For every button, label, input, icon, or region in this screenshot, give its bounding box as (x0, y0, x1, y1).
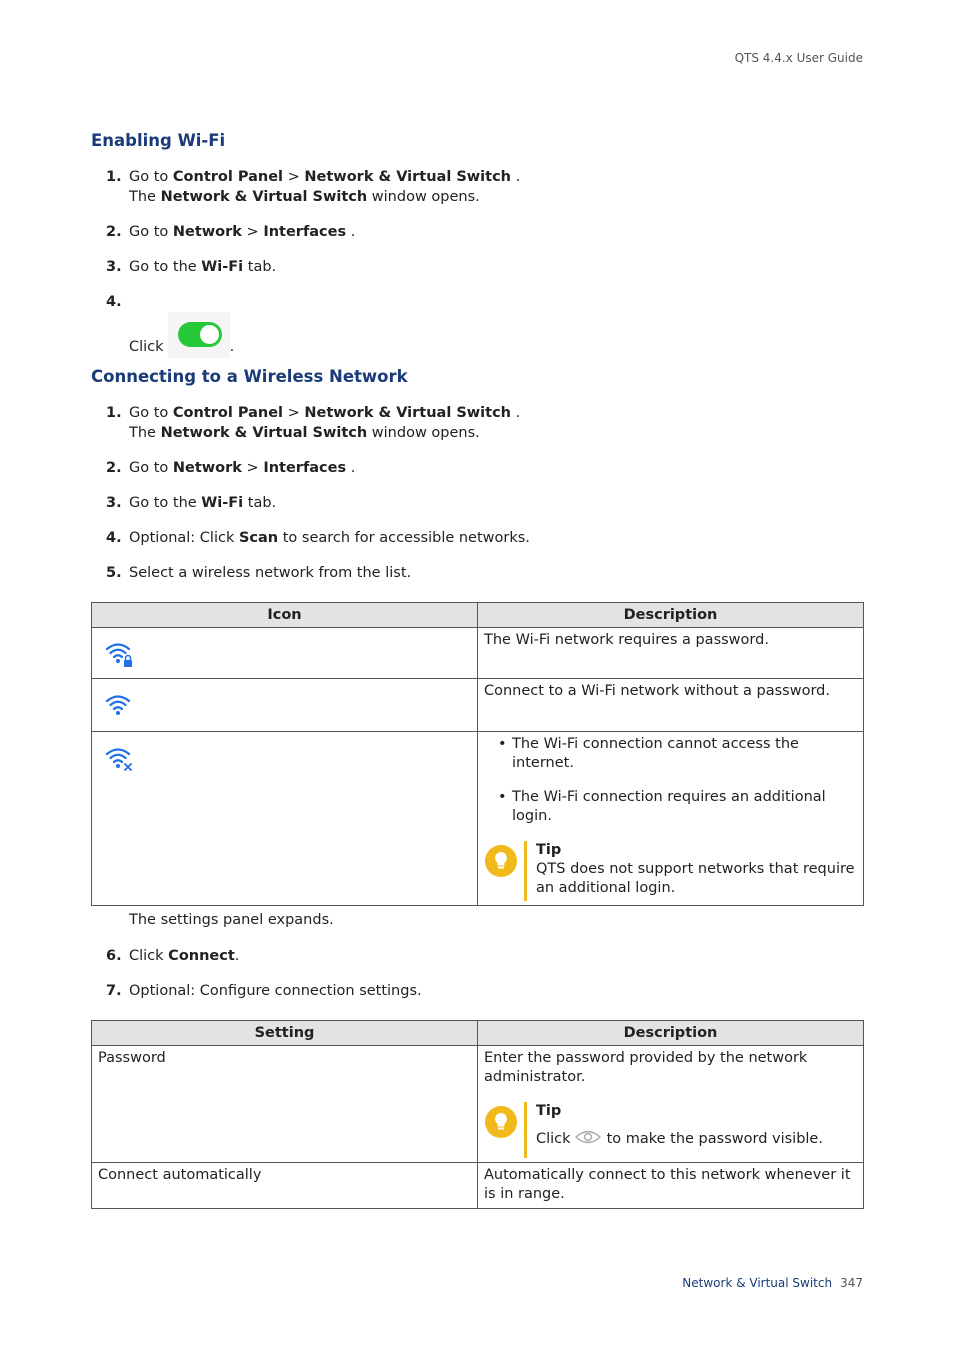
step-number: 7. (106, 983, 122, 999)
table-row (92, 628, 864, 679)
nvs-label: Network & Virtual Switch (304, 169, 512, 185)
step-6 (91, 947, 871, 967)
description-cell: The Wi-Fi network requires a password. (478, 628, 864, 679)
tip-box (484, 841, 857, 901)
step-text: Select a wireless network from the list. (129, 564, 412, 581)
table-header-row (92, 1021, 864, 1046)
step-text: The (129, 188, 161, 205)
wifi-tab-label: Wi-Fi (201, 258, 244, 275)
step-text: The (129, 424, 161, 441)
step-text: Click (129, 948, 169, 964)
step-text: . (511, 405, 521, 421)
tip-title: Tip (536, 1103, 562, 1119)
step-text: Optional: Click (129, 529, 239, 546)
step-text: Click (129, 338, 164, 355)
icon-cell (92, 732, 478, 906)
bullet-list (484, 735, 857, 826)
step-text: . (234, 948, 240, 964)
step-result (129, 188, 871, 208)
step-number: 3. (106, 494, 122, 511)
step-text: Go to (129, 405, 173, 421)
separator: > (241, 223, 264, 240)
page-header: QTS 4.4.x User Guide (734, 51, 863, 65)
wifi-tab-label: Wi-Fi (201, 494, 244, 511)
wifi-x-icon (105, 745, 137, 775)
step-3 (91, 494, 871, 514)
step-2 (91, 223, 871, 243)
step-number: 2. (106, 223, 122, 240)
step-number: 4. (106, 293, 122, 310)
interfaces-label: Interfaces (263, 459, 347, 476)
tip-text: QTS does not support networks that require an additional login. (536, 861, 855, 896)
tip-title: Tip (536, 842, 562, 858)
step-result (129, 424, 871, 444)
step-5 (91, 564, 871, 584)
step-text: . (511, 169, 521, 185)
chapter-name: Network & Virtual Switch (682, 1276, 833, 1290)
steps-enabling-wifi (91, 168, 871, 373)
step-text: . (346, 459, 356, 476)
description-cell (478, 732, 864, 906)
step-3 (91, 258, 871, 278)
tip-box (484, 1102, 857, 1158)
scan-label: Scan (238, 529, 279, 546)
step-number: 3. (106, 258, 122, 275)
section-title-enabling-wifi: Enabling Wi-Fi (91, 131, 226, 150)
toggle-switch-icon (178, 322, 222, 347)
connect-label: Connect (168, 948, 235, 964)
control-panel-label: Control Panel (172, 405, 284, 421)
control-panel-label: Control Panel (172, 169, 284, 185)
step-1 (91, 168, 871, 207)
step-text: window opens. (367, 424, 480, 441)
step-1 (91, 404, 871, 443)
lightbulb-icon (485, 845, 517, 877)
step-number: 5. (106, 564, 122, 581)
step-text: tab. (243, 258, 277, 275)
nvs-label: Network & Virtual Switch (160, 424, 368, 441)
step-number: 2. (106, 459, 122, 476)
step-text: Go to the (129, 258, 202, 275)
wifi-icon (105, 692, 135, 718)
step-text: Optional: Configure connection settings. (129, 983, 422, 999)
table-row (92, 732, 864, 906)
settings-panel-note: The settings panel expands. (129, 912, 334, 928)
step-text: window opens. (367, 188, 480, 205)
page-number: 347 (840, 1276, 863, 1290)
steps-connecting (91, 404, 871, 599)
icon-cell (92, 679, 478, 732)
description-cell: Connect to a Wi-Fi network without a password. (478, 679, 864, 732)
step-number: 1. (106, 169, 122, 185)
step-text: to search for accessible networks. (278, 529, 530, 546)
column-header-setting: Setting (92, 1021, 478, 1046)
wifi-icon-table (91, 602, 864, 906)
step-7 (91, 982, 871, 1002)
wifi-toggle-image (168, 312, 230, 358)
table-row (92, 1163, 864, 1209)
lightbulb-icon (485, 1106, 517, 1138)
step-text: Go to (129, 459, 173, 476)
page-footer (682, 1276, 863, 1290)
list-item: • The Wi-Fi connection cannot access the internet. (484, 735, 857, 773)
step-4 (91, 293, 871, 358)
step-number: 1. (106, 405, 122, 421)
step-text: Go to the (129, 494, 202, 511)
description-cell: Automatically connect to this network whenever it is in range. (478, 1163, 864, 1209)
network-label: Network (172, 223, 242, 240)
step-text: tab. (243, 494, 277, 511)
step-2 (91, 459, 871, 479)
step-4 (91, 529, 871, 549)
steps-connecting-continued (91, 947, 871, 1017)
separator: > (241, 459, 264, 476)
eye-icon (575, 1129, 601, 1145)
icon-cell (92, 628, 478, 679)
step-number: 6. (106, 948, 122, 964)
table-row (92, 1046, 864, 1163)
column-header-description: Description (478, 603, 864, 628)
description-text: Enter the password provided by the network administrator. (484, 1050, 808, 1085)
tip-text: to make the password visible. (606, 1131, 823, 1147)
step-text: Go to (129, 223, 173, 240)
connection-settings-table (91, 1020, 864, 1209)
network-label: Network (172, 459, 242, 476)
tip-text: Click (536, 1131, 571, 1147)
setting-cell: Password (92, 1046, 478, 1163)
step-number: 4. (106, 529, 122, 546)
table-header-row (92, 603, 864, 628)
wifi-lock-icon (105, 640, 135, 670)
nvs-label: Network & Virtual Switch (160, 188, 368, 205)
table-row (92, 679, 864, 732)
step-text: Go to (129, 169, 173, 185)
section-title-connecting: Connecting to a Wireless Network (91, 367, 408, 386)
step-text: . (229, 338, 235, 355)
interfaces-label: Interfaces (263, 223, 347, 240)
setting-cell: Connect automatically (92, 1163, 478, 1209)
separator: > (283, 169, 305, 185)
description-cell (478, 1046, 864, 1163)
step-text: . (346, 223, 356, 240)
nvs-label: Network & Virtual Switch (304, 405, 512, 421)
separator: > (283, 405, 305, 421)
column-header-icon: Icon (92, 603, 478, 628)
column-header-description: Description (478, 1021, 864, 1046)
list-item: • The Wi-Fi connection requires an additional login. (484, 788, 857, 826)
